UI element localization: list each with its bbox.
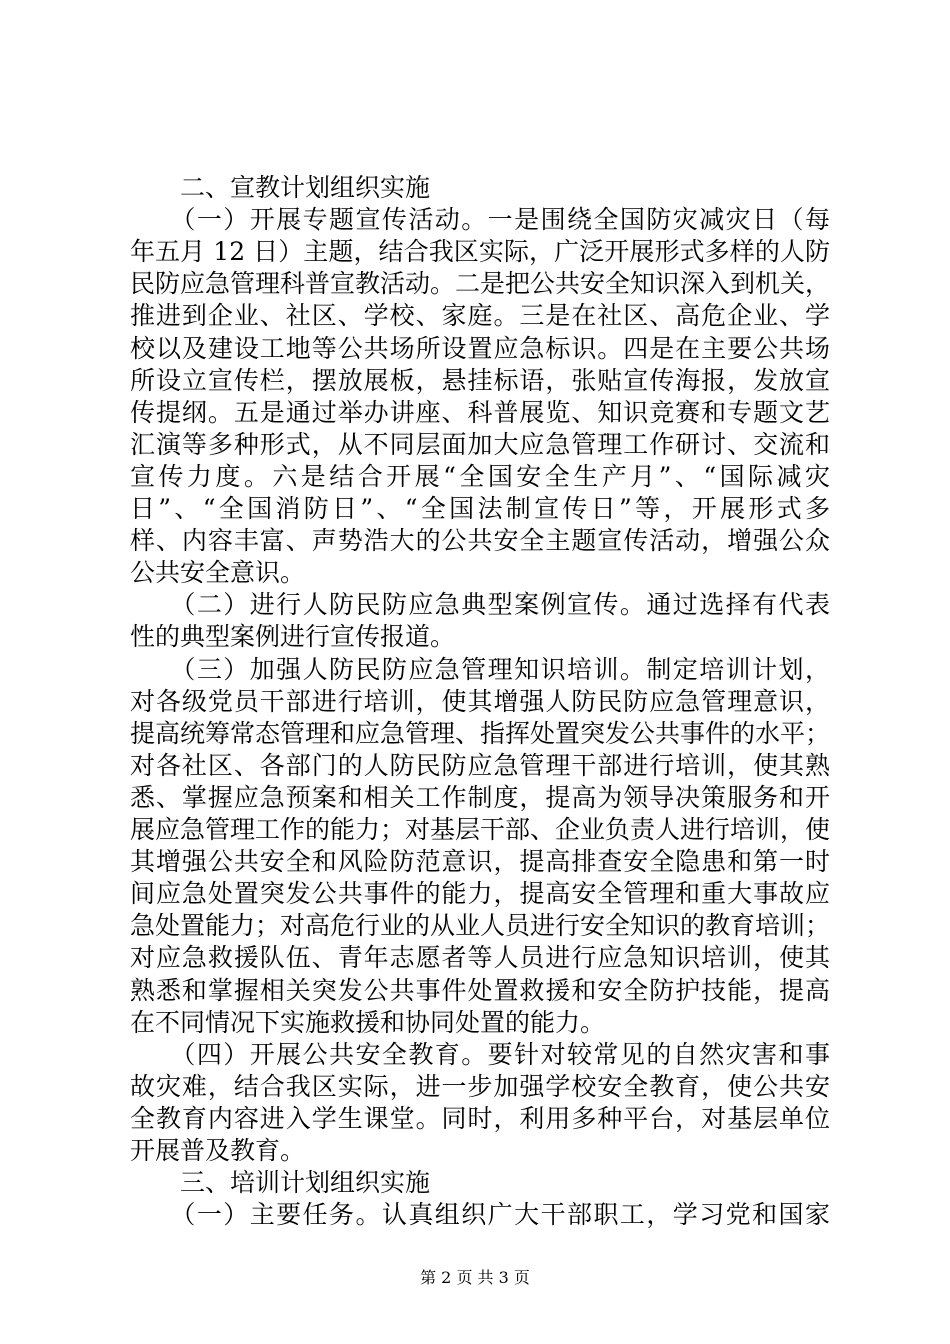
text-line: 对各级党员干部进行培训，使其增强人防民防应急管理意识， [130, 687, 830, 716]
text-line: 性的典型案例进行宣传报道。 [130, 622, 456, 651]
text-line: 年五月 12 日）主题，结合我区实际，广泛开展形式多样的人防 [130, 237, 830, 266]
text-line: 对各社区、各部门的人防民防应急管理干部进行培训，使其熟 [130, 751, 830, 780]
text-line: 其增强公共安全和风险防范意识，提高排查安全隐患和第一时 [130, 847, 830, 876]
text-line: （一）开展专题宣传活动。一是围绕全国防灾减灾日（每 [130, 205, 830, 234]
text-line: 提高统筹常态管理和应急管理、指挥处置突发公共事件的水平； [130, 719, 831, 748]
text-line: 推进到企业、社区、学校、家庭。三是在社区、高危企业、学 [130, 301, 830, 330]
text-line: 二、宣教计划组织实施 [130, 173, 431, 202]
text-line: 汇演等多种形式，从不同层面加大应急管理工作研讨、交流和 [130, 430, 830, 459]
text-line: 展应急管理工作的能力；对基层干部、企业负责人进行培训，使 [130, 815, 831, 844]
text-line: 宣传力度。六是结合开展“全国安全生产月”、“国际减灾 [130, 462, 830, 491]
text-line: （四）开展公共安全教育。要针对较常见的自然灾害和事 [130, 1040, 830, 1069]
text-line: （二）进行人防民防应急典型案例宣传。通过选择有代表 [130, 590, 830, 619]
text-line: 对应急救援队伍、青年志愿者等人员进行应急知识培训，使其 [130, 943, 830, 972]
text-line: 在不同情况下实施救援和协同处置的能力。 [130, 1008, 606, 1037]
text-line: 传提纲。五是通过举办讲座、科普展览、知识竞赛和专题文艺 [130, 398, 830, 427]
text-line: 所设立宣传栏，摆放展板，悬挂标语，张贴宣传海报，发放宣 [130, 366, 830, 395]
text-line: （三）加强人防民防应急管理知识培训。制定培训计划， [130, 655, 830, 684]
text-line: 悉、掌握应急预案和相关工作制度，提高为领导决策服务和开 [130, 783, 830, 812]
text-line: 样、内容丰富、声势浩大的公共安全主题宣传活动，增强公众 [130, 526, 830, 555]
text-line: 三、培训计划组织实施 [130, 1168, 431, 1197]
text-line: 日”、“全国消防日”、“全国法制宣传日”等，开展形式多 [130, 494, 830, 523]
text-line: （一）主要任务。认真组织广大干部职工，学习党和国家 [130, 1200, 830, 1229]
text-line: 急处置能力；对高危行业的从业人员进行安全知识的教育培训； [130, 911, 831, 940]
text-line: 校以及建设工地等公共场所设置应急标识。四是在主要公共场 [130, 334, 830, 363]
text-line: 间应急处置突发公共事件的能力，提高安全管理和重大事故应 [130, 879, 830, 908]
page-footer: 第 2 页 共 3 页 [420, 1268, 530, 1287]
text-line: 故灾难，结合我区实际，进一步加强学校安全教育，使公共安 [130, 1072, 830, 1101]
text-line: 全教育内容进入学生课堂。同时，利用多种平台，对基层单位 [130, 1104, 830, 1133]
text-line: 开展普及教育。 [130, 1136, 306, 1165]
text-line: 熟悉和掌握相关突发公共事件处置救援和安全防护技能，提高 [130, 976, 830, 1005]
text-line: 民防应急管理科普宣教活动。二是把公共安全知识深入到机关， [130, 269, 831, 298]
text-line: 公共安全意识。 [130, 558, 306, 587]
